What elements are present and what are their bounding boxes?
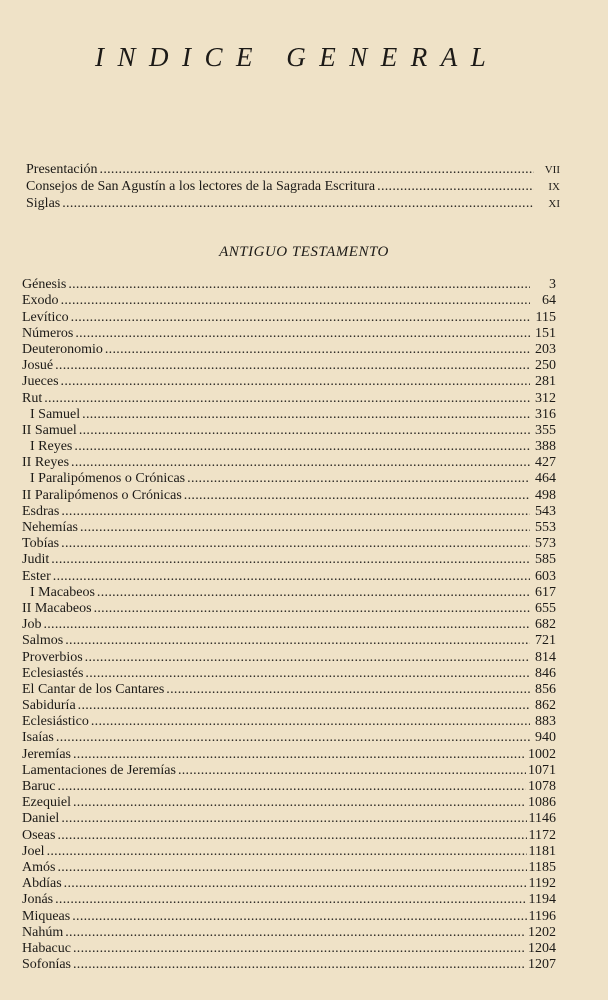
toc-entry-label: El Cantar de los Cantares [22, 681, 165, 697]
toc-entry[interactable] [22, 422, 556, 438]
toc-entry[interactable] [22, 924, 556, 940]
toc-entry-label: Josué [22, 358, 54, 374]
toc-entry-page: 1185 [528, 859, 556, 875]
toc-entry-label: Ezequiel [22, 795, 71, 811]
toc-entry-page: ix [548, 178, 560, 194]
toc-entry-label: Salmos [22, 633, 64, 649]
toc-entry-label: Abdías [22, 876, 62, 892]
toc-entry-page: 1181 [528, 843, 556, 859]
page-title: INDICE GENERAL [95, 42, 500, 72]
toc-entry[interactable] [22, 438, 556, 454]
toc-entry-label: Ester [22, 568, 51, 584]
toc-entry[interactable] [22, 907, 556, 923]
toc-entry[interactable] [22, 681, 556, 697]
toc-entry-label: Números [22, 325, 74, 341]
toc-entry-label: Joel [22, 843, 45, 859]
toc-entry[interactable] [22, 535, 556, 551]
toc-entry[interactable] [22, 292, 556, 308]
toc-entry[interactable] [22, 859, 556, 875]
toc-entry-page: 585 [535, 552, 556, 568]
toc-entry[interactable] [22, 762, 556, 778]
leader-dots [73, 941, 526, 956]
toc-entry[interactable] [22, 470, 556, 486]
toc-entry-page: 115 [535, 309, 556, 325]
leader-dots [73, 957, 526, 972]
toc-entry[interactable] [22, 276, 556, 292]
toc-entry[interactable] [22, 648, 556, 664]
leader-dots [55, 358, 530, 373]
toc-entry-label: Amós [22, 859, 56, 875]
toc-entry[interactable] [22, 745, 556, 761]
leader-dots [80, 520, 530, 535]
leader-dots [73, 747, 526, 762]
toc-entry-label: Judit [22, 552, 50, 568]
leader-dots [44, 391, 530, 406]
toc-entry-page: 1172 [528, 827, 556, 843]
toc-entry-page: 862 [535, 698, 556, 714]
toc-entry-page: 1196 [528, 908, 556, 924]
toc-entry[interactable] [22, 697, 556, 713]
toc-entry-label: II Paralipómenos o Crónicas [22, 487, 182, 503]
toc-entry-page: 312 [535, 390, 556, 406]
toc-entry[interactable] [22, 956, 556, 972]
toc-entry-label: I Paralipómenos o Crónicas [30, 471, 186, 487]
leader-dots [73, 795, 526, 810]
leader-dots [47, 844, 527, 859]
toc-entry-page: 464 [535, 471, 556, 487]
toc-entry-label: Nehemías [22, 520, 78, 535]
toc-entry[interactable] [22, 891, 556, 907]
leader-dots [61, 374, 530, 389]
toc-entry-label: Nahúm [22, 924, 64, 940]
toc-entry-page: 1202 [528, 924, 556, 940]
leader-dots [377, 179, 534, 194]
toc-entry-page: 1146 [528, 811, 556, 827]
toc-entry-label: I Macabeos [30, 584, 95, 600]
toc-entry-page: 1194 [528, 892, 556, 908]
toc-entry-label: Job [22, 617, 42, 633]
leader-dots [91, 714, 530, 729]
toc-entry-label: Tobías [22, 536, 60, 552]
leader-dots [74, 439, 530, 454]
toc-entry-page: 1204 [528, 940, 556, 956]
toc-entry-label: Lamentaciones de Jeremías [22, 762, 176, 778]
leader-dots [97, 585, 530, 600]
leader-dots [68, 277, 530, 292]
toc-entry-page: 203 [535, 341, 556, 357]
toc-entry-page: 721 [535, 633, 556, 649]
leader-dots [71, 310, 530, 325]
toc-entry-label: Deuteronomio [22, 341, 103, 357]
toc-entry-label: II Samuel [22, 422, 77, 438]
toc-entry[interactable] [22, 778, 556, 794]
toc-entry[interactable] [22, 389, 556, 405]
leader-dots [57, 779, 526, 794]
leader-dots [178, 763, 526, 778]
toc-entry[interactable] [22, 325, 556, 341]
toc-entry[interactable] [22, 632, 556, 648]
toc-entry-page: 543 [535, 503, 556, 519]
toc-entry[interactable] [22, 600, 556, 616]
leader-dots [71, 455, 530, 470]
front-matter-list [26, 160, 560, 211]
toc-entry[interactable] [22, 308, 556, 324]
leader-dots [57, 860, 526, 875]
toc-entry-label: Isaías [22, 730, 54, 746]
toc-entry-page: 846 [535, 665, 556, 681]
toc-entry-label: Jonás [22, 892, 54, 908]
toc-entry-label: Oseas [22, 827, 56, 843]
toc-entry-page: 1002 [528, 746, 556, 762]
leader-dots [43, 617, 530, 632]
toc-entry-label: Exodo [22, 293, 59, 309]
toc-entry[interactable] [22, 616, 556, 632]
toc-entry-page: 814 [535, 649, 556, 665]
toc-entry-page: 1192 [528, 876, 556, 892]
toc-entry-page: 940 [535, 730, 556, 746]
leader-dots [94, 601, 530, 616]
toc-entry-page: 553 [535, 520, 556, 535]
toc-entry-page: 1071 [528, 762, 556, 778]
toc-entry-label: Génesis [22, 277, 67, 293]
toc-entry-label: I Samuel [30, 406, 81, 422]
leader-dots [61, 536, 530, 551]
toc-entry-page: 3 [549, 277, 556, 293]
leader-dots [79, 423, 530, 438]
toc-entry-label: Baruc [22, 779, 56, 794]
toc-entry-page: 573 [535, 536, 556, 552]
leader-dots [105, 342, 530, 357]
toc-entry-page: 617 [535, 584, 556, 600]
toc-entry-page: 603 [535, 568, 556, 584]
toc-entry[interactable] [22, 341, 556, 357]
toc-entry-label: Siglas [26, 196, 61, 211]
toc-entry-page: 281 [535, 374, 556, 390]
toc-entry[interactable] [22, 551, 556, 567]
toc-entry-page: 388 [535, 439, 556, 455]
leader-dots [166, 682, 530, 697]
toc-entry[interactable] [22, 454, 556, 470]
table-of-contents [22, 276, 556, 972]
toc-entry-page: 316 [535, 406, 556, 422]
toc-entry[interactable] [22, 794, 556, 810]
leader-dots [61, 504, 530, 519]
toc-entry-page: 427 [535, 455, 556, 471]
toc-entry[interactable] [26, 160, 560, 177]
toc-entry[interactable] [22, 486, 556, 502]
toc-entry[interactable] [22, 357, 556, 373]
toc-entry[interactable] [22, 665, 556, 681]
toc-entry[interactable] [26, 194, 560, 211]
toc-entry-label: Consejos de San Agustín a los lectores de la Sagrada Escritura [26, 179, 376, 194]
toc-entry[interactable] [22, 713, 556, 729]
toc-entry-page: 151 [535, 325, 556, 341]
leader-dots [82, 407, 530, 422]
toc-entry-label: Jeremías [22, 746, 71, 762]
toc-entry[interactable] [22, 940, 556, 956]
toc-entry-label: Jueces [22, 374, 59, 390]
section-heading: ANTIGUO TESTAMENTO [219, 244, 389, 260]
toc-entry-page: vii [544, 161, 560, 177]
toc-entry-label: Presentación [26, 162, 98, 177]
leader-dots [53, 569, 530, 584]
leader-dots [78, 698, 530, 713]
leader-dots [65, 633, 530, 648]
leader-dots [57, 828, 526, 843]
leader-dots [61, 811, 526, 826]
leader-dots [72, 909, 526, 924]
leader-dots [55, 892, 526, 907]
toc-entry-page: 1207 [528, 957, 556, 973]
leader-dots [100, 162, 534, 177]
leader-dots [184, 488, 530, 503]
toc-entry-label: Rut [22, 390, 43, 406]
toc-entry-label: Miqueas [22, 908, 71, 924]
toc-entry-page: 64 [542, 293, 556, 309]
toc-entry-label: Eclesiastés [22, 665, 84, 681]
toc-entry[interactable] [22, 373, 556, 389]
toc-entry-label: I Reyes [30, 439, 73, 455]
toc-entry-label: Habacuc [22, 940, 71, 956]
toc-entry[interactable] [22, 503, 556, 519]
toc-entry-page: 250 [535, 358, 556, 374]
toc-entry[interactable] [22, 810, 556, 826]
toc-entry[interactable] [22, 406, 556, 422]
toc-entry[interactable] [26, 177, 560, 194]
toc-entry-label: Levítico [22, 309, 69, 325]
toc-entry-label: Daniel [22, 811, 60, 827]
toc-entry[interactable] [22, 843, 556, 859]
toc-entry[interactable] [22, 519, 556, 535]
toc-entry-page: 1078 [528, 779, 556, 794]
toc-entry[interactable] [22, 567, 556, 583]
leader-dots [64, 876, 527, 891]
toc-entry[interactable] [22, 875, 556, 891]
leader-dots [75, 326, 530, 341]
toc-entry-label: II Reyes [22, 455, 70, 471]
toc-entry-label: II Macabeos [22, 600, 92, 616]
leader-dots [65, 925, 526, 940]
toc-entry-page: 498 [535, 487, 556, 503]
toc-entry-label: Proverbios [22, 649, 83, 665]
toc-entry[interactable] [22, 826, 556, 842]
toc-entry-page: 1086 [528, 795, 556, 811]
leader-dots [187, 471, 530, 486]
toc-entry-page: xi [548, 195, 560, 211]
leader-dots [56, 730, 530, 745]
toc-entry-page: 655 [535, 600, 556, 616]
toc-entry[interactable] [22, 584, 556, 600]
toc-entry[interactable] [22, 729, 556, 745]
leader-dots [62, 196, 534, 211]
toc-entry-label: Sofonías [22, 957, 71, 973]
toc-entry-label: Sabiduría [22, 698, 76, 714]
toc-entry-label: Esdras [22, 503, 60, 519]
leader-dots [85, 650, 530, 665]
leader-dots [61, 293, 530, 308]
toc-entry-page: 883 [535, 714, 556, 730]
toc-entry-label: Eclesiástico [22, 714, 89, 730]
toc-entry-page: 682 [535, 617, 556, 633]
leader-dots [51, 552, 530, 567]
toc-entry-page: 856 [535, 681, 556, 697]
leader-dots [85, 666, 530, 681]
toc-entry-page: 355 [535, 422, 556, 438]
